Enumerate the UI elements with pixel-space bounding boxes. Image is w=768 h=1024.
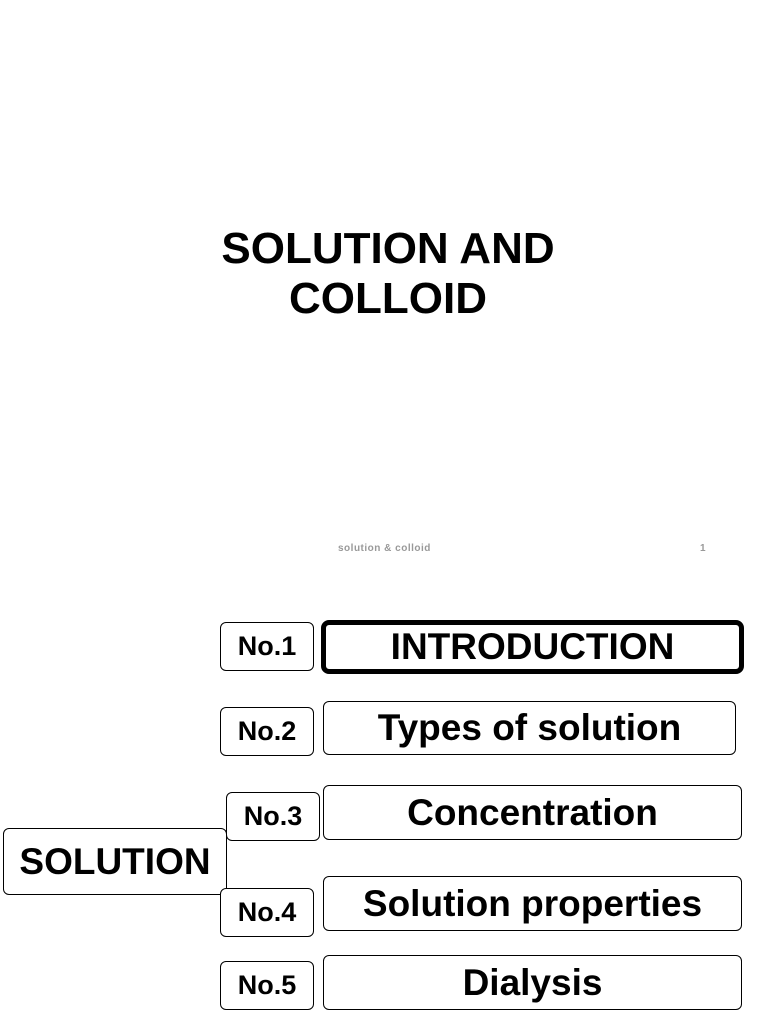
- section-label-solution: SOLUTION: [3, 828, 227, 895]
- page-number: 1: [700, 543, 706, 554]
- item-number-2[interactable]: No.2: [220, 707, 314, 756]
- slide-title-line-1: SOLUTION AND: [221, 224, 555, 273]
- item-number-1[interactable]: No.1: [220, 622, 314, 671]
- slide-title: [0, 224, 768, 324]
- outline-slide: [0, 576, 768, 1024]
- topic-button-solution-properties[interactable]: Solution properties: [323, 876, 742, 931]
- topic-button-dialysis[interactable]: Dialysis: [323, 955, 742, 1010]
- slide-title-line-2: COLLOID: [289, 274, 487, 323]
- topic-button-introduction[interactable]: INTRODUCTION: [321, 620, 744, 674]
- topic-button-types-of-solution[interactable]: Types of solution: [323, 701, 736, 755]
- slide-footer: solution & colloid: [338, 543, 431, 554]
- item-number-4[interactable]: No.4: [220, 888, 314, 937]
- topic-button-concentration[interactable]: Concentration: [323, 785, 742, 840]
- item-number-5[interactable]: No.5: [220, 961, 314, 1010]
- item-number-3[interactable]: No.3: [226, 792, 320, 841]
